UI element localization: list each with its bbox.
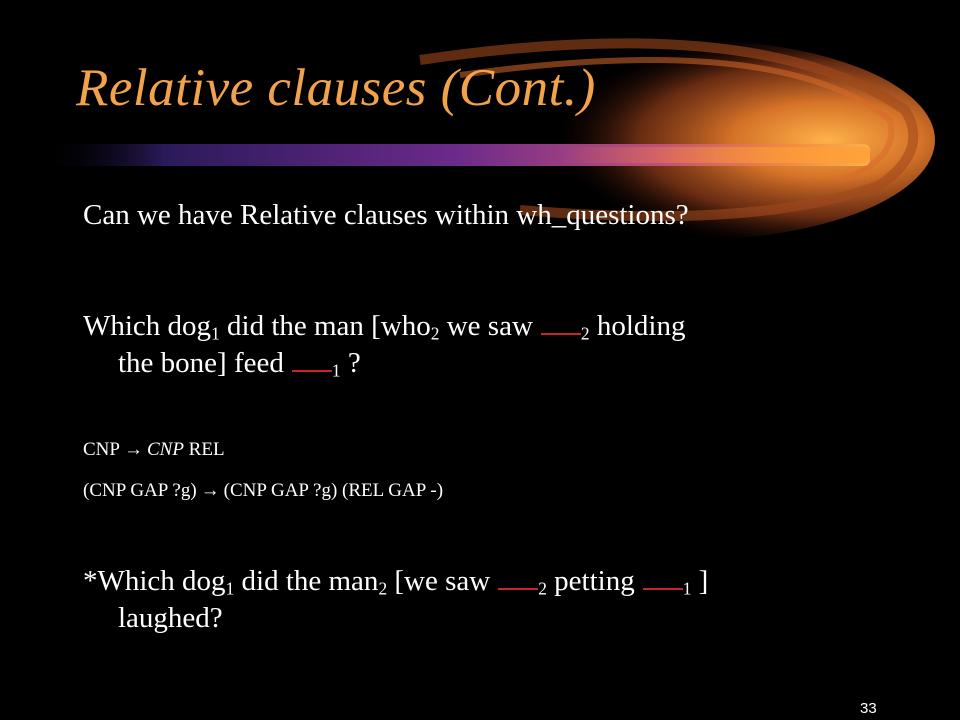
- text-we-saw: we saw: [446, 310, 533, 342]
- grammar-rule-2: [83, 479, 443, 503]
- text-did-the-man: did the man: [241, 565, 379, 597]
- right-arrow-icon: →: [200, 480, 220, 501]
- subscript-1: 1: [211, 323, 220, 344]
- example-2-line-1: [83, 564, 708, 599]
- page-number: 33: [860, 700, 877, 717]
- text-which-dog: *Which dog: [83, 565, 226, 597]
- subscript-2: 2: [378, 578, 388, 599]
- rule-2-rhs: (CNP GAP ?g) (REL GAP -): [223, 480, 444, 501]
- grammar-rule-1: [83, 438, 225, 462]
- gap-underline: [292, 346, 332, 372]
- text-the-bone-feed: the bone] feed: [118, 347, 284, 379]
- rule-1-lhs: CNP: [83, 439, 120, 460]
- example-1-line-1: [83, 309, 685, 344]
- text-close-bracket: ]: [698, 565, 709, 597]
- gap-subscript-1: 1: [682, 578, 692, 599]
- slide-title: Relative clauses (Cont.): [76, 59, 596, 117]
- subscript-2: 2: [430, 323, 440, 344]
- gap-underline: [498, 564, 538, 590]
- text-holding: holding: [596, 310, 686, 342]
- question-text: Can we have Relative clauses within wh_questions?: [83, 199, 689, 231]
- rule-2-lhs: (CNP GAP ?g): [83, 480, 197, 501]
- example-1-line-2: [83, 346, 361, 381]
- gap-subscript-2: 2: [580, 323, 590, 344]
- gap-underline: [541, 309, 581, 335]
- subscript-1: 1: [225, 578, 235, 599]
- rule-1-rhs-italic: CNP: [146, 439, 184, 460]
- example-2-line-2: laughed?: [118, 602, 223, 634]
- rule-1-rhs-rest: REL: [188, 439, 225, 460]
- gap-subscript-1: 1: [331, 360, 341, 381]
- right-arrow-icon: →: [123, 439, 143, 460]
- gap-subscript-2: 2: [538, 578, 547, 599]
- text-did-the-man: did the man [who: [227, 310, 431, 342]
- text-question-mark: ?: [347, 347, 361, 379]
- text-which-dog: Which dog: [83, 310, 212, 342]
- text-petting: petting: [554, 565, 635, 597]
- text-we-saw: [we saw: [394, 565, 491, 597]
- gap-underline: [643, 564, 683, 590]
